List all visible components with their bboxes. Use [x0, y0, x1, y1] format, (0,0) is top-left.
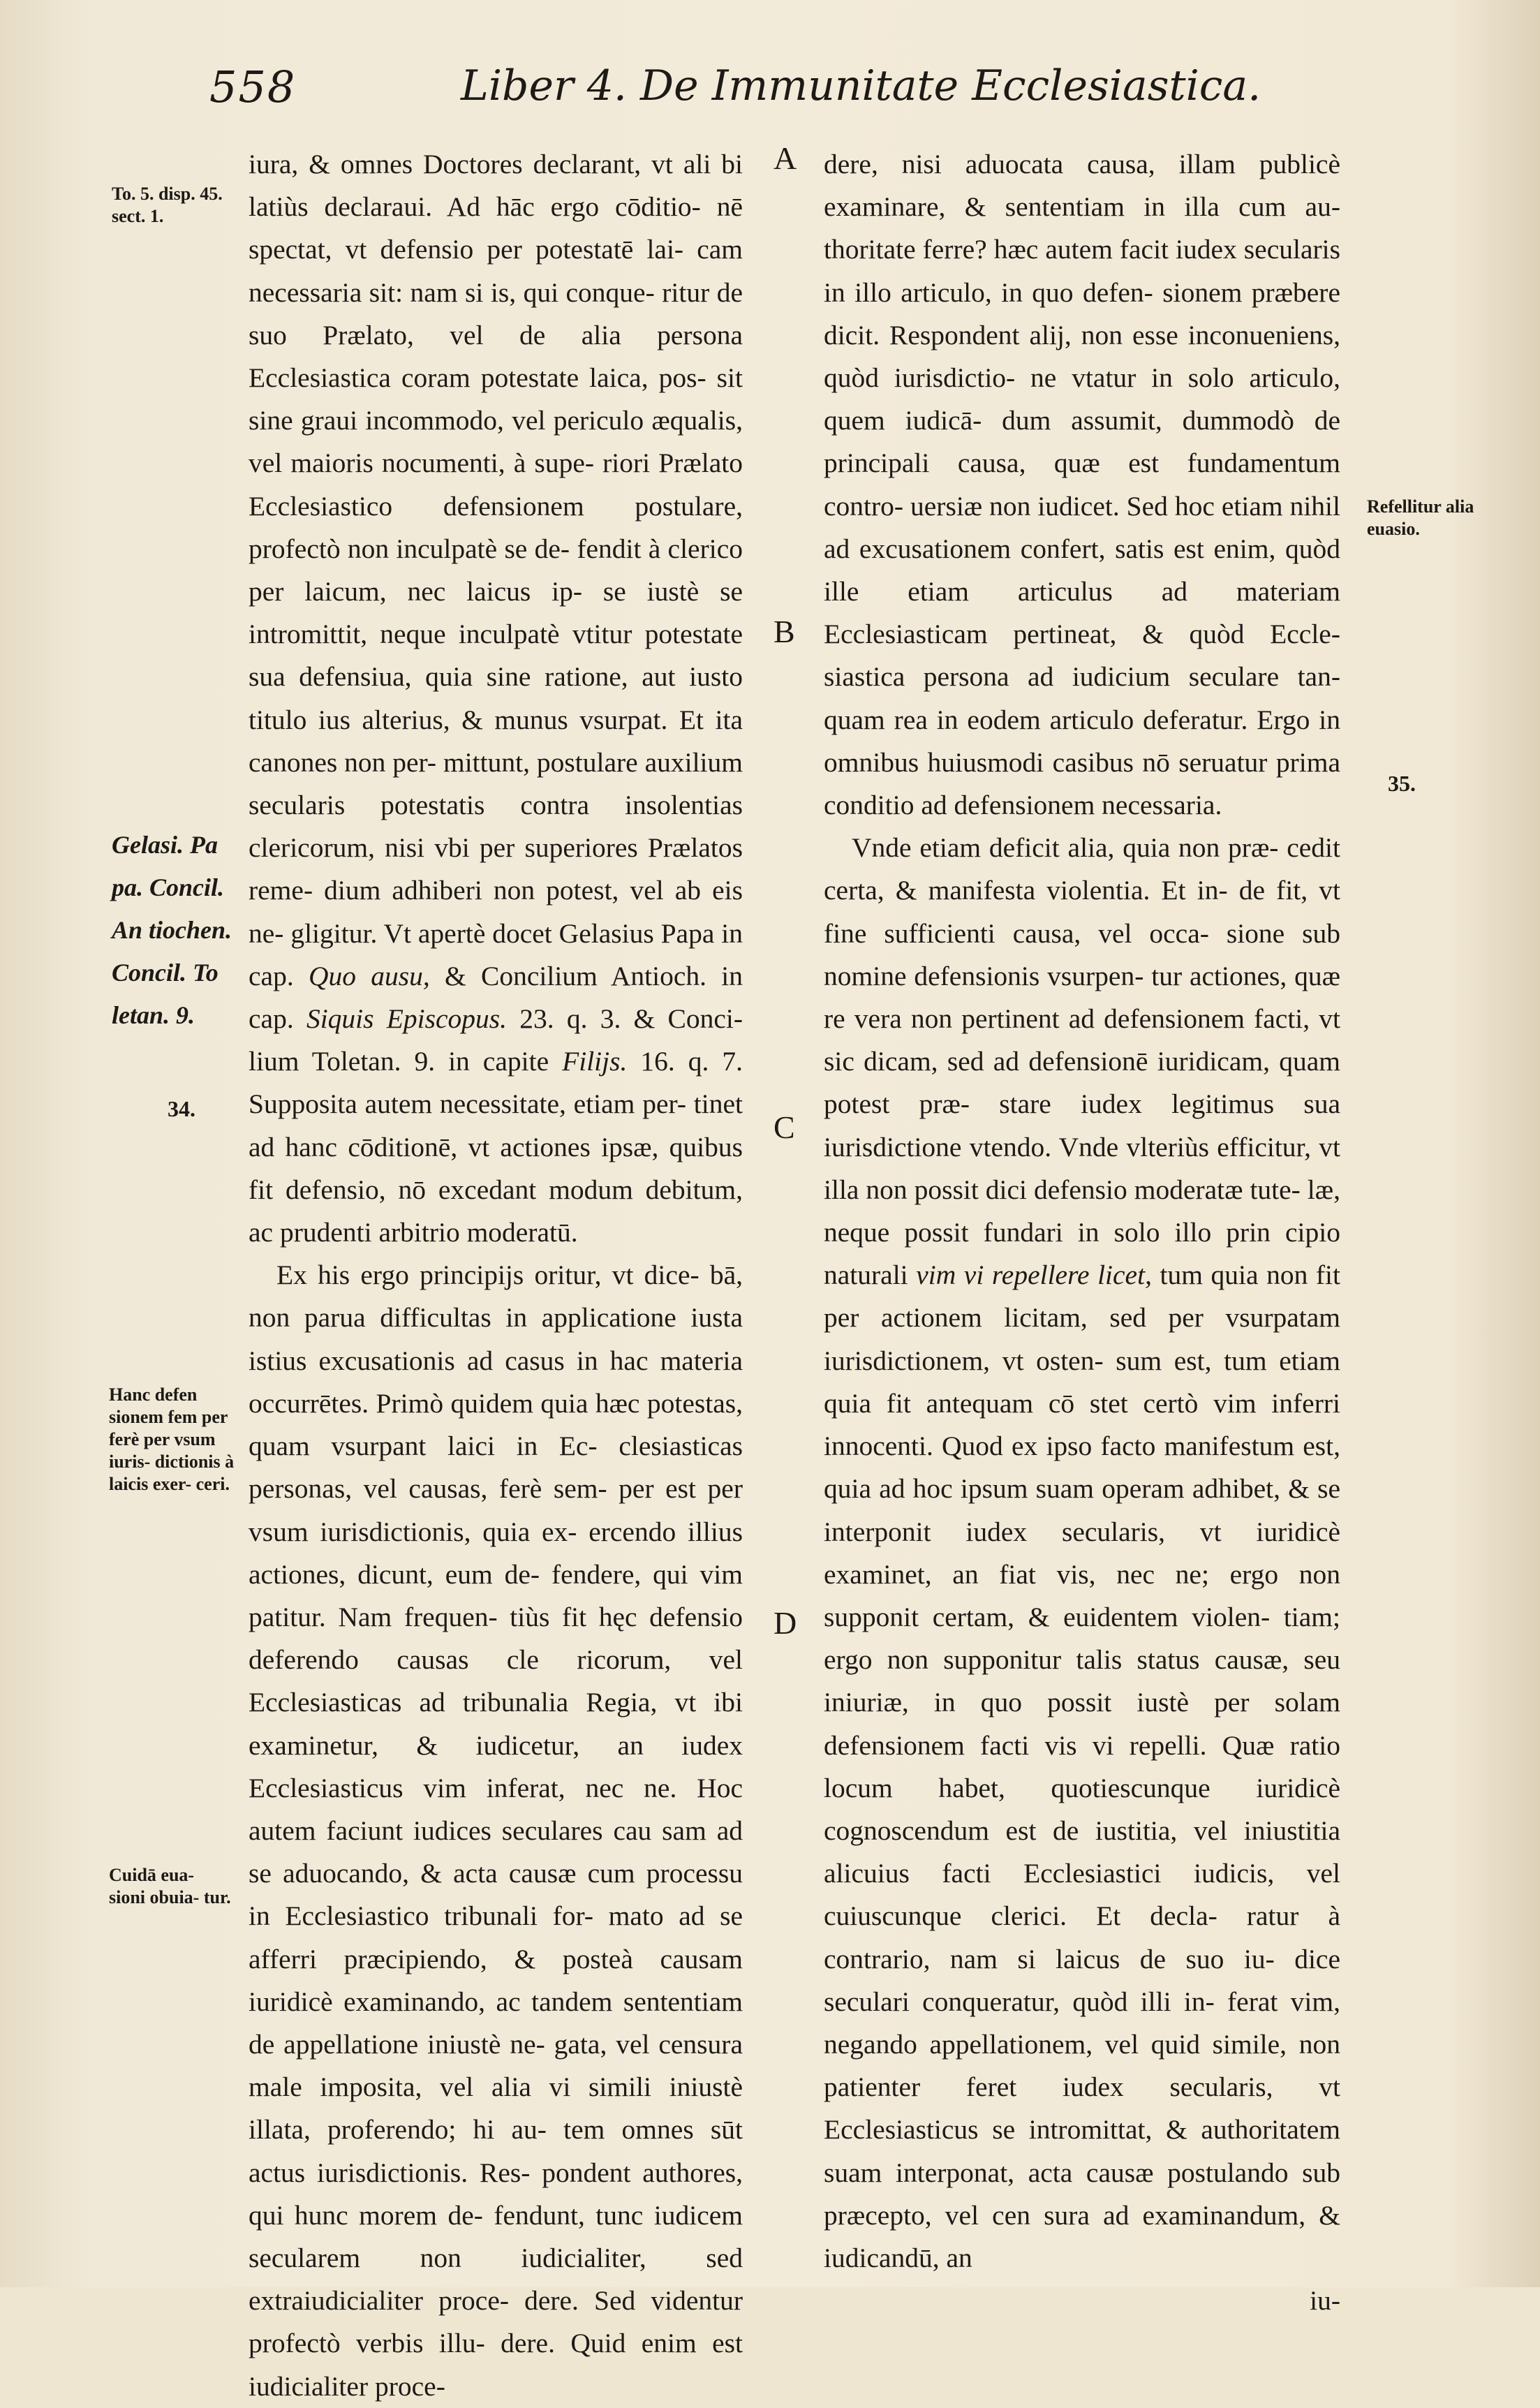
section-letter-b: B [773, 614, 795, 649]
section-letter-d: D [773, 1605, 797, 1641]
margin-note-hanc: Hanc defen sionem fem per ferè per vsum iuris- dictionis à laicis exer- ceri. [109, 1384, 235, 1494]
right-paragraph-1: dere, nisi aduocata causa, illam publicè examinare, & sententiam in illa cum au- thoritate ferre? hæc autem facit iudex secularis in illo articulo, in quo defen- sionem præbere dicit. Respondent alij, non esse inconueniens, quòd iurisdictio- ne vtatur in solo articulo, quem iudicā- dum assumit, dummodò de principali causa, quæ est fundamentum contro- uersiæ non iudicet. Sed hoc etiam nihil ad excusationem confert, satis est enim, quòd ille etiam articulus ad materiam Ecclesiasticam pertineat, & quòd Eccle- siastica persona ad iudicium seculare tan- quam rea in eodem articulo deferatur. Ergo in omnibus huiusmodi casibus nō seruatur prima conditio ad defensionem necessaria. [824, 149, 1340, 821]
left-p1-end: 16. q. 7. Supposita autem necessitate, etiam per- tinet ad hanc cōditionē, vt actiones ipsæ, quibus fit defensio, nō excedant modum debitum, ac prudenti arbitrio moderatū. [249, 1046, 743, 1248]
citation-filijs: Filijs. [562, 1046, 628, 1077]
catchword: iu- [1310, 2285, 1340, 2317]
number-marker-left: 34. [168, 1096, 195, 1121]
running-head: Liber 4. De Immunitate Ecclesiastica. [461, 61, 1261, 110]
left-p1-mid2: 23. q. 3. & Conci- lium Toletan. 9. in capite [249, 1003, 743, 1077]
section-letter-c: C [773, 1109, 795, 1145]
left-paragraph-1 [249, 143, 743, 1254]
margin-note-to5: To. 5. disp. 45. sect. 1. [112, 184, 223, 226]
right-p2-end: tum quia non fit per actionem licitam, sed per vsurpatam iurisdictionem, vt osten- sum est, tum etiam quia fit antequam cō stet certò vim inferri innocenti. Quod ex ipso facto manifestum est, quia ad hoc ipsum suam operam adhibet, & se interponit iudex secularis, vt iuridicè examinet, an fiat vis, nec ne; ergo non supponit certam, & euidentem violen- tiam; ergo non supponitur talis status causæ, seu iniuriæ, in quo possit iustè per solam defensionem facti vis vi repelli. Quæ ratio locum habet, quotiescunque iuridicè cognoscendum est de iustitia, vel iniustitia alicuius facti Ecclesiastici iudicis, vel cuiuscunque clerici. Et decla- ratur à contrario, nam si laicus de suo iu- dice seculari conqueratur, quòd illi in- ferat vim, negando appellationem, vel quid simile, non patienter feret iudex secularis, vt Ecclesiasticus se intromittat, & authoritatem suam interponat, acta causæ postulando sub præcepto, vel cen sura ad examinandum, & iudicandū, an [824, 1260, 1341, 2273]
left-p1-mid: & Concilium Antioch. in cap. [249, 960, 743, 1035]
margin-note-gelasius: Gelasi. Pa pa. Concil. An tiochen. Concil. To letan. 9. [112, 831, 232, 1029]
right-paragraph-2 [824, 827, 1340, 2280]
page-header [209, 61, 1261, 117]
margin-note-cuida: Cuidā eua- sioni obuia- tur. [109, 1865, 231, 1907]
left-column [249, 143, 743, 2408]
left-p1-text: iura, & omnes Doctores declarant, vt ali bi latiùs declaraui. Ad hāc ergo cōditio- nē spectat, vt defensio per potestatē lai- cam necessaria sit: nam si is, qui conque- ritur de suo Prælato, vel de alia persona Ecclesiastica coram potestate laica, pos- sit sine graui incommodo, vel periculo æqualis, vel maioris nocumenti, à supe- riori Prælato Ecclesiastico defensionem postulare, profectò non inculpatè se de- fendit à clerico per laicum, nec laicus ip- se iustè se intromittit, neque inculpatè vtitur potestate sua defensiua, quia sine ratione, aut iusto titulo ius alterius, & munus vsurpat. Et ita canones non per- mittunt, postulare auxilium secularis potestatis contra insolentias clericorum, nisi vbi per superiores Prælatos reme- dium adhiberi non potest, vel ab eis ne- gligitur. Vt apertè docet Gelasius Papa in cap. [249, 149, 743, 991]
citation-siquis-episcopus: Siquis Episcopus. [306, 1003, 507, 1035]
citation-vim-vi: vim vi repellere licet, [916, 1260, 1152, 1291]
right-column [824, 143, 1340, 2322]
page-number: 558 [209, 61, 297, 112]
citation-quo-ausu: Quo ausu, [308, 960, 430, 991]
left-paragraph-2: Ex his ergo principijs oritur, vt dice- bā, non parua difficultas in applicatione iusta istius excusationis ad casus in hac materia occurrētes. Primò quidem quia hæc potestas, quam vsurpant laici in Ec- clesiasticas personas, vel causas, ferè sem- per est per vsum iurisdictionis, quia ex- ercendo illius actiones, dicunt, eum de- fendere, qui vim patitur. Nam frequen- tiùs fit hęc defensio deferendo causas cle ricorum, vel Ecclesiasticas ad tribunalia Regia, vt ibi examinetur, & iudicetur, an iudex Ecclesiasticus vim inferat, nec ne. Hoc autem faciunt iudices seculares cau sam ad se aduocando, & acta causæ cum processu in Ecclesiastico tribunali for- mato ad se afferri præcipiendo, & posteà causam iuridicè examinando, ac tandem sententiam de appellatione iniustè ne- gata, vel censura male imposita, vel alia vi simili iniustè illata, proferendo; hi au- tem omnes sūt actus iurisdictionis. Res- pondent authores, qui hunc morem de- fendunt, tunc iudicem secularem non iudicialiter, sed extraiudicialiter proce- dere. Sed videntur profectò verbis illu- dere. Quid enim est iudicialiter proce- [249, 1260, 743, 2402]
section-letter-a: A [773, 140, 797, 176]
number-marker-right: 35. [1388, 771, 1416, 796]
right-p2-start: Vnde etiam deficit alia, quia non præ- cedit certa, & manifesta violentia. Et in- de fit, vt fine sufficienti causa, vel occa- sione sub nomine defensionis vsurpen- tur actiones, quæ re vera non pertinent ad defensionem facti, vt sic dicam, sed ad defensionē iuridicam, quam potest præ- stare iudex legitimus sua iurisdictione vtendo. Vnde vlteriùs efficitur, vt illa non possit dici defensio moderatæ tute- læ, neque possit fundari in solo illo prin cipio naturali [824, 832, 1340, 1291]
margin-note-refellitur: Refellitur alia euasio. [1367, 496, 1474, 539]
